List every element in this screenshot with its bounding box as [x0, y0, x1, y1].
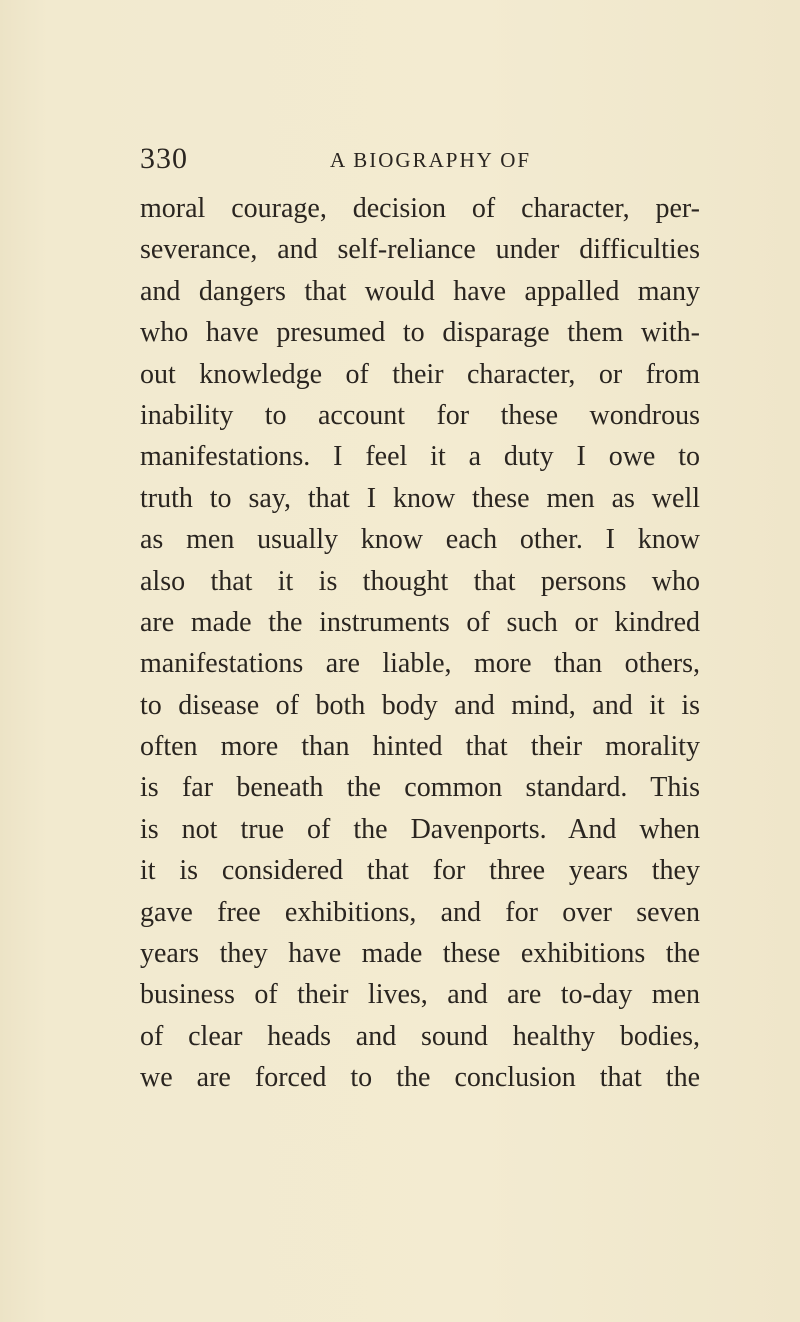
text-line: is not true of the Davenports. And when: [140, 813, 700, 845]
text-line: inability to account for these wondrous: [140, 399, 700, 431]
text-line: truth to say, that I know these men as well: [140, 482, 700, 514]
text-line: often more than hinted that their morality: [140, 731, 700, 763]
text-line: out knowledge of their character, or from: [140, 358, 700, 390]
text-line: are made the instruments of such or kindred: [140, 606, 700, 638]
text-line: manifestations are liable, more than others,: [140, 648, 700, 680]
text-line: years they have made these exhibitions the: [140, 938, 700, 970]
text-line: is far beneath the common standard. This: [140, 772, 700, 804]
text-line: business of their lives, and are to-day men: [140, 979, 700, 1011]
text-line: as men usually know each other. I know: [140, 524, 700, 556]
text-line: manifestations. I feel it a duty I owe to: [140, 441, 700, 473]
running-title: A BIOGRAPHY OF: [330, 148, 532, 172]
text-line: also that it is thought that persons who: [140, 565, 700, 597]
page-header: [140, 142, 700, 182]
text-line: who have presumed to disparage them with-: [140, 317, 700, 349]
body-text: [140, 188, 700, 1099]
text-line: to disease of both body and mind, and it is: [140, 689, 700, 721]
text-line: it is considered that for three years they: [140, 855, 700, 887]
text-line: severance, and self-reliance under difficulties: [140, 234, 700, 266]
page-number: 330: [140, 142, 188, 175]
text-line: and dangers that would have appalled many: [140, 275, 700, 307]
text-line: we are forced to the conclusion that the: [140, 1062, 700, 1094]
text-line: moral courage, decision of character, per-: [140, 193, 700, 224]
text-line: gave free exhibitions, and for over seven: [140, 896, 700, 928]
text-line: of clear heads and sound healthy bodies,: [140, 1020, 700, 1052]
